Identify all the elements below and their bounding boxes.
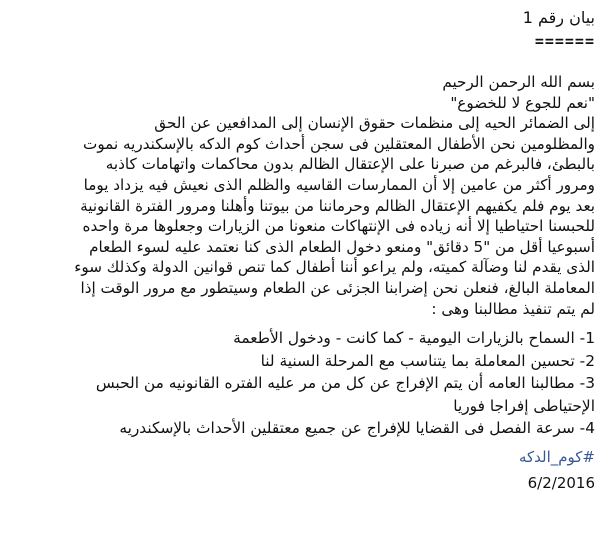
body-line: للحبسنا احتياطيا إلا أنه زياده فى الإنتهاكات منعونا من الزيارات وجعلوها مرة واحده — [82, 217, 595, 236]
body-line: لم يتم تنفيذ مطالبنا وهى : — [431, 299, 595, 318]
demand-item-3-continued: الإحتياطى إفراجا فوريا — [453, 396, 595, 415]
body-line: ومرور أكثر من عامين إلا أن الممارسات القاسيه والظلم الذى نعيش فيه يزداد يوما — [83, 175, 595, 194]
body-line: الذى يقدم لنا وضآلة كميته، ولم يراعو أننا أطفال كما تنص قوانين الدولة وكذلك سوء — [74, 258, 595, 277]
demand-item-3: 3- مطالبنا العامه أن يتم الإفراج عن كل من مر عليه الفتره القانونيه من الحبس — [95, 374, 595, 393]
body-line: إلى الضمائر الحيه إلى منظمات حقوق الإنسان إلى المدافعين عن الحق — [154, 114, 595, 133]
body-line: أسبوعيا أقل من "5 دقائق" ومنعو دخول الطعام الذى كنا نعتمد عليه لسوء الطعام — [89, 237, 595, 256]
demand-item-4: 4- سرعة الفصل فى القضايا للإفراج عن جميع معتقلين الأحداث بالإسكندريه — [119, 419, 595, 438]
spacer — [8, 319, 595, 327]
statement-title: بيان رقم 1 — [522, 8, 595, 27]
demand-item-1: 1- السماح بالزيارات اليومية - كما كانت - ودخول الأطعمة — [233, 329, 595, 348]
hashtag-link[interactable]: #كوم_الدكه — [518, 447, 595, 466]
demands-list — [8, 327, 595, 440]
spacer — [8, 52, 595, 72]
statement-date: 6/2/2016 — [527, 473, 595, 492]
body-line: بالبطئ، فالبرغم من صبرنا على الإعتقال الظالم بدون محاكمات واتهامات كاذبه — [105, 155, 595, 174]
body-line-basmala: بسم الله الرحمن الرحيم — [442, 73, 595, 91]
title-separator: ====== — [534, 32, 595, 50]
demand-item-2: 2- تحسين المعاملة بما يتناسب مع المرحلة السنية لنا — [260, 351, 595, 370]
body-line-slogan: "نعم للجوع لا للخضوع" — [450, 93, 595, 112]
body-line: والمظلومين نحن الأطفال المعتقلين فى سجن أحداث كوم الدكه بالإسكندريه نموت — [83, 134, 595, 153]
statement-body — [8, 72, 595, 319]
body-line: بعد يوم فلم يكفيهم الإعتقال الظالم وحرماننا من بيوتنا وأهلنا ومرور الفترة القانونية — [80, 196, 595, 215]
body-line: المعاملة البالغ، فنعلن نحن إضرابنا الجزئى عن الطعام وسيتطور مع مرور الوقت إذا — [80, 278, 595, 297]
